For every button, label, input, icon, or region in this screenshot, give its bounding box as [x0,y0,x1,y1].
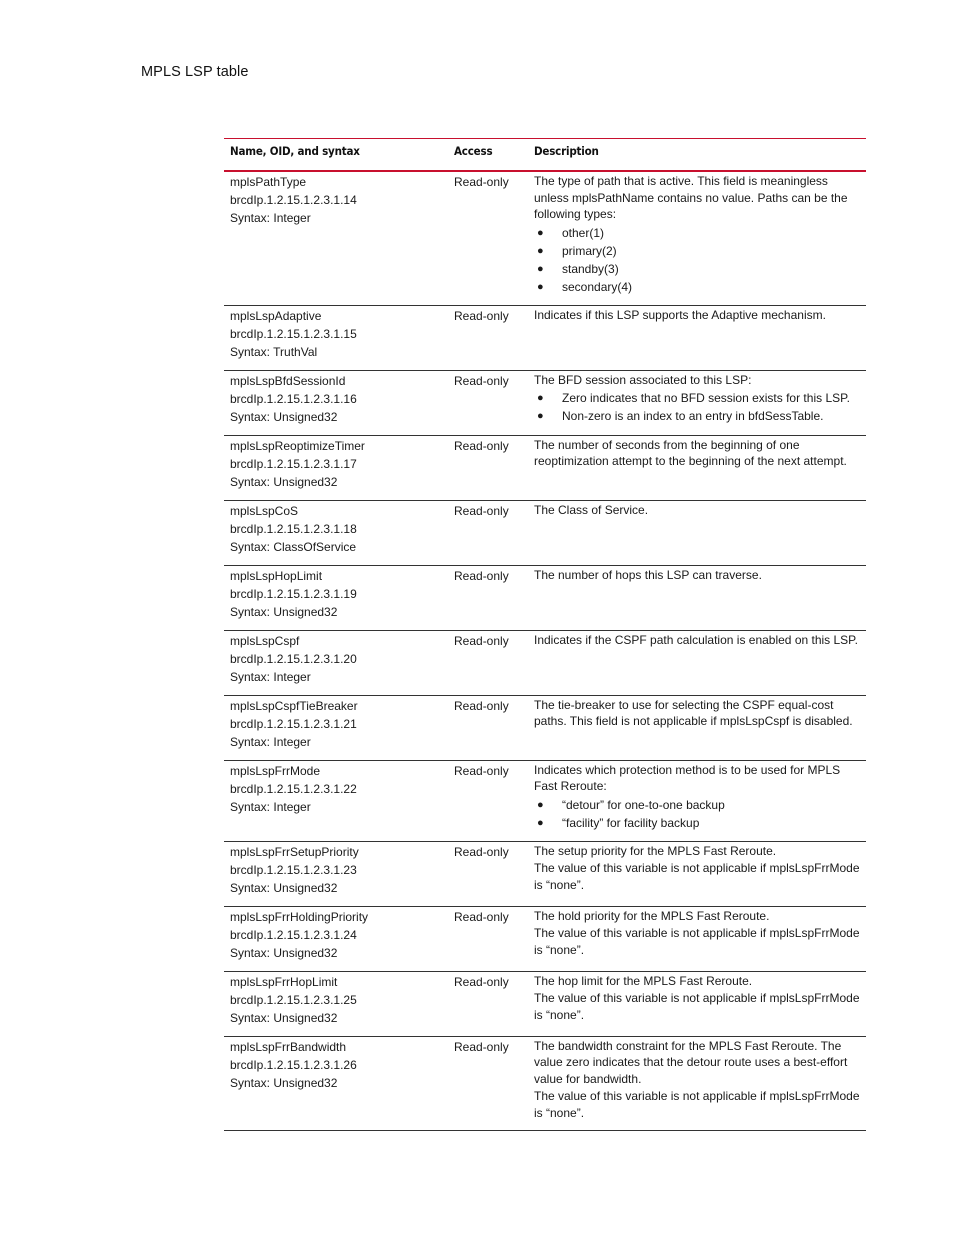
table-row [224,695,866,760]
object-oid: brcdIp.1.2.15.1.2.3.1.20 [230,651,357,666]
table-row [224,500,866,565]
running-header: MPLS LSP table [141,64,249,80]
bullet-text: Non-zero is an index to an entry in bfdSessTable. [562,409,824,423]
column-header-name: Name, OID, and syntax [224,139,448,172]
description-text: The value of this variable is not applicable if mplsLspFrrMode is “none”. [534,1089,860,1120]
bullet-item [534,260,860,278]
object-syntax: Syntax: Unsigned32 [230,1010,338,1025]
object-name-cell [224,500,448,565]
bullet-item [534,814,860,832]
access-cell: Read-only [448,1036,528,1131]
bullet-item [534,407,860,425]
object-name-cell [224,971,448,1036]
description-cell [528,500,866,565]
table-row [224,370,866,435]
table-header-row [224,139,866,172]
bullet-dot-icon: ● [537,410,544,422]
object-syntax: Syntax: Unsigned32 [230,604,338,619]
object-oid: brcdIp.1.2.15.1.2.3.1.17 [230,456,357,471]
table-header [224,139,866,172]
description-cell [528,971,866,1036]
object-name: mplsLspAdaptive [230,308,322,323]
table-row [224,171,866,305]
object-name: mplsLspFrrMode [230,763,321,778]
access-cell: Read-only [448,906,528,971]
bullet-text: “facility” for facility backup [562,815,700,830]
description-text: The hold priority for the MPLS Fast Reroute. [534,908,770,923]
object-oid: brcdIp.1.2.15.1.2.3.1.25 [230,992,357,1007]
bullet-list [534,796,860,832]
bullet-item [534,796,860,814]
description-cell [528,630,866,695]
table-row [224,906,866,971]
mpls-lsp-table [224,138,866,1131]
object-syntax: Syntax: TruthVal [230,344,318,359]
description-text: Indicates if this LSP supports the Adaptive mechanism. [534,307,826,322]
object-name: mplsLspCspfTieBreaker [230,698,358,713]
bullet-item [534,389,860,407]
object-name: mplsLspFrrHopLimit [230,974,338,989]
access-cell: Read-only [448,171,528,305]
access-cell: Read-only [448,841,528,906]
description-cell [528,841,866,906]
object-name-cell [224,370,448,435]
column-header-access: Access [448,139,528,172]
bullet-text: standby(3) [562,261,619,276]
bullet-text: primary(2) [562,243,617,258]
object-name: mplsPathType [230,175,307,189]
object-name: mplsLspBfdSessionId [230,373,346,388]
description-text: The bandwidth constraint for the MPLS Fast Reroute. The value zero indicates that the detour route uses a best-effort value for bandwidth. [534,1038,848,1086]
object-oid: brcdIp.1.2.15.1.2.3.1.18 [230,521,357,536]
object-name-cell [224,171,448,305]
object-name: mplsLspFrrSetupPriority [230,844,359,859]
object-oid: brcdIp.1.2.15.1.2.3.1.19 [230,586,357,601]
access-cell: Read-only [448,435,528,500]
object-name-cell [224,841,448,906]
bullet-dot-icon: ● [537,262,544,275]
table-body [224,171,866,1131]
table-row [224,760,866,841]
object-syntax: Syntax: Unsigned32 [230,409,338,424]
object-name: mplsLspCspf [230,633,300,648]
object-name-cell [224,305,448,370]
description-cell [528,695,866,760]
object-syntax: Syntax: Integer [230,669,311,684]
description-cell [528,305,866,370]
description-cell [528,370,866,435]
bullet-text: secondary(4) [562,279,633,294]
table-row [224,305,866,370]
bullet-text: other(1) [562,225,605,240]
access-cell: Read-only [448,370,528,435]
bullet-dot-icon: ● [537,798,544,811]
bullet-text: “detour” for one-to-one backup [562,797,725,812]
description-text: The value of this variable is not applicable if mplsLspFrrMode is “none”. [534,926,860,957]
object-syntax: Syntax: Unsigned32 [230,880,338,895]
description-text: The tie-breaker to use for selecting the CSPF equal-cost paths. This field is not applicable if mplsLspCspf is disabled. [534,697,853,728]
description-text: The number of seconds from the beginning of one reoptimization attempt to the beginning of the next attempt. [534,437,847,468]
access-cell: Read-only [448,305,528,370]
object-name-cell [224,695,448,760]
bullet-text: Zero indicates that no BFD session exists for this LSP. [562,391,850,405]
table-row [224,630,866,695]
object-syntax: Syntax: Integer [230,211,311,225]
bullet-list [534,224,860,296]
bullet-dot-icon: ● [537,392,544,404]
table-row [224,1036,866,1131]
object-syntax: Syntax: Unsigned32 [230,945,338,960]
description-text: The BFD session associated to this LSP: [534,372,752,387]
description-text: The Class of Service. [534,502,649,517]
object-name-cell [224,906,448,971]
object-name-cell [224,630,448,695]
access-cell: Read-only [448,695,528,760]
object-name: mplsLspCoS [230,503,299,518]
description-text: Indicates if the CSPF path calculation is enabled on this LSP. [534,632,858,647]
bullet-dot-icon: ● [537,280,544,293]
bullet-item [534,224,860,242]
access-cell: Read-only [448,630,528,695]
description-cell [528,565,866,630]
column-header-description: Description [528,139,866,172]
object-syntax: Syntax: Unsigned32 [230,1075,338,1090]
object-oid: brcdIp.1.2.15.1.2.3.1.16 [230,391,357,406]
bullet-dot-icon: ● [537,816,544,829]
table-row [224,565,866,630]
object-name: mplsLspHopLimit [230,568,323,583]
description-cell [528,906,866,971]
object-oid: brcdIp.1.2.15.1.2.3.1.14 [230,193,357,207]
object-name-cell [224,435,448,500]
object-oid: brcdIp.1.2.15.1.2.3.1.21 [230,716,357,731]
object-oid: brcdIp.1.2.15.1.2.3.1.15 [230,326,357,341]
bullet-item [534,242,860,260]
description-cell [528,1036,866,1131]
access-cell: Read-only [448,500,528,565]
object-name: mplsLspFrrBandwidth [230,1039,347,1054]
bullet-dot-icon: ● [537,226,544,239]
object-oid: brcdIp.1.2.15.1.2.3.1.24 [230,927,357,942]
description-text: The value of this variable is not applicable if mplsLspFrrMode is “none”. [534,991,860,1022]
bullet-list [534,389,860,425]
object-name-cell [224,760,448,841]
object-name-cell [224,1036,448,1131]
access-cell: Read-only [448,760,528,841]
table-row [224,435,866,500]
bullet-item [534,278,860,296]
description-text: The type of path that is active. This field is meaningless unless mplsPathName contains no value. Paths can be the following types: [534,174,848,221]
table-row [224,841,866,906]
bullet-dot-icon: ● [537,244,544,257]
description-text: Indicates which protection method is to be used for MPLS Fast Reroute: [534,762,841,793]
object-oid: brcdIp.1.2.15.1.2.3.1.23 [230,862,357,877]
description-cell [528,171,866,305]
object-syntax: Syntax: ClassOfService [230,539,357,554]
object-name: mplsLspFrrHoldingPriority [230,909,369,924]
object-syntax: Syntax: Integer [230,799,311,814]
description-text: The hop limit for the MPLS Fast Reroute. [534,973,753,988]
description-cell [528,435,866,500]
access-cell: Read-only [448,971,528,1036]
object-oid: brcdIp.1.2.15.1.2.3.1.26 [230,1057,357,1072]
object-syntax: Syntax: Integer [230,734,311,749]
table-row [224,971,866,1036]
access-cell: Read-only [448,565,528,630]
description-cell [528,760,866,841]
object-syntax: Syntax: Unsigned32 [230,474,338,489]
description-text: The number of hops this LSP can traverse. [534,567,762,582]
object-name-cell [224,565,448,630]
object-oid: brcdIp.1.2.15.1.2.3.1.22 [230,781,357,796]
description-text: The setup priority for the MPLS Fast Reroute. [534,843,777,858]
object-name: mplsLspReoptimizeTimer [230,438,365,453]
description-text: The value of this variable is not applicable if mplsLspFrrMode is “none”. [534,861,860,892]
